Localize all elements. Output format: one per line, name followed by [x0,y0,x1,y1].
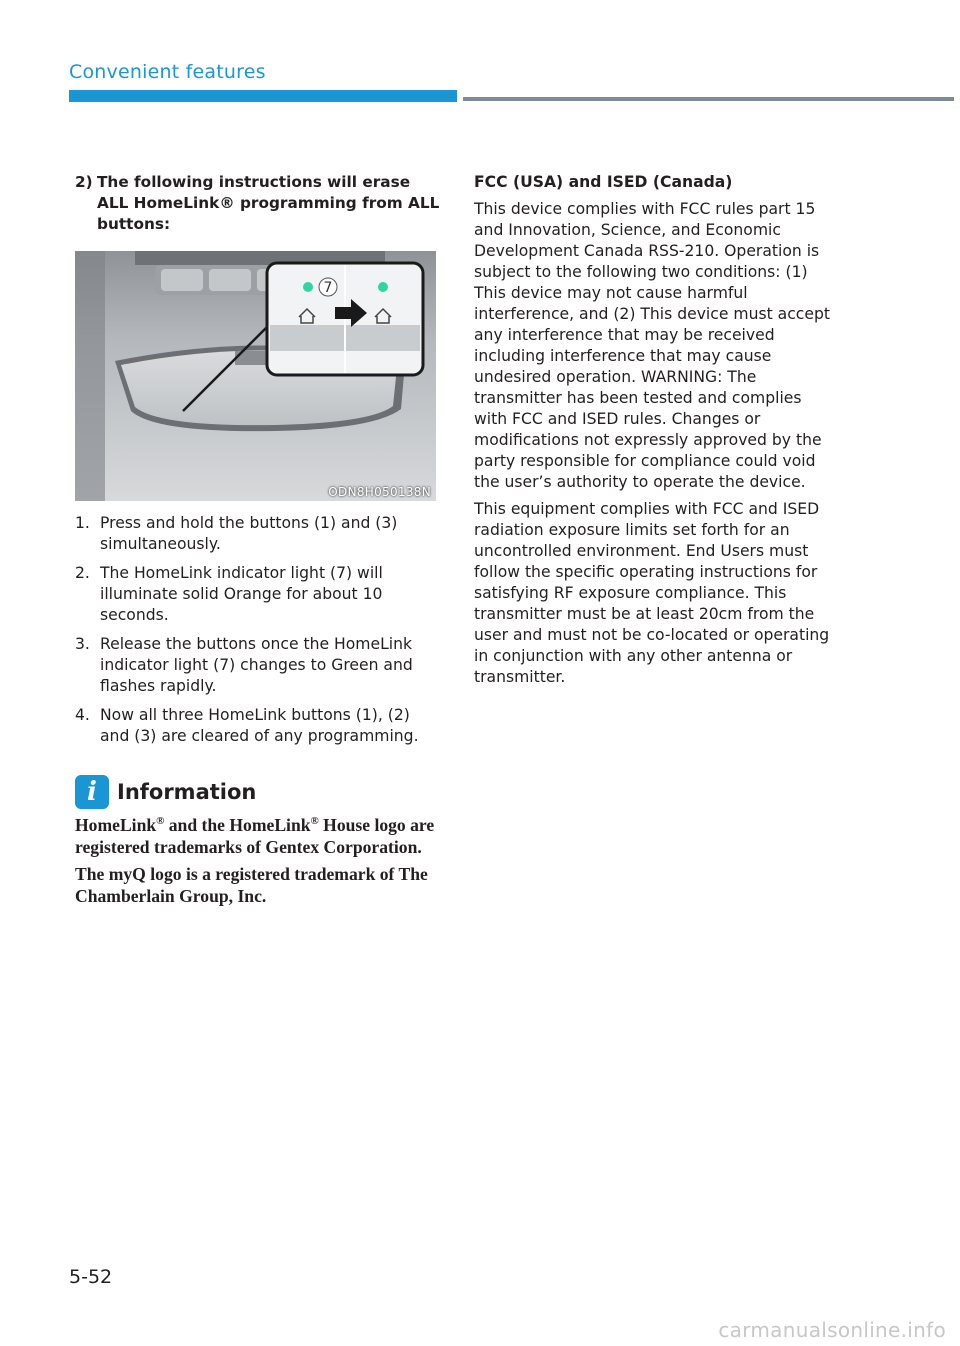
registered-mark: ® [310,815,319,828]
list-item [75,634,440,697]
header-rule-accent [69,90,457,102]
callout-number: 7 [323,280,333,296]
list-item-number: 3. [75,635,90,653]
list-item-text: The HomeLink indicator light (7) will illuminate solid Orange for about 10 seconds. [100,564,383,624]
list-item-number: 1. [75,514,90,532]
list-item [75,705,440,747]
footer-watermark[interactable]: carmanualsonline.info [718,1318,946,1342]
mirror-figure [75,251,436,501]
erase-steps-list [75,513,440,747]
header-rule-grey [463,97,954,101]
step-heading-number: 2) [75,173,93,191]
step-heading [75,172,440,235]
list-item-text: Press and hold the buttons (1) and (3) simultaneously. [100,514,398,553]
information-icon: i [75,775,109,809]
step-heading-text: The following instructions will erase ALL HomeLink® programming from ALL buttons: [97,173,440,233]
info-text-part: HomeLink [75,815,157,835]
mirror-illustration [75,251,436,501]
list-item-number: 4. [75,706,90,724]
fcc-paragraph: This device complies with FCC rules part 15 and Innovation, Science, and Economic Development Canada RSS-210. Operation is subject to the following two conditions: (1) This device may not cause harmful interference, and (2) This device must accept any interference that may be received including interference that may cause undesired operation. WARNING: The transmitter has been tested and complies with FCC and ISED rules. Changes or modifications not expressly approved by the party responsible for compliance could void the user’s authority to operate the device. [474,200,830,491]
left-column [75,172,440,913]
list-item [75,513,440,555]
fcc-paragraph: This equipment complies with FCC and ISED radiation exposure limits set forth for an uncontrolled environment. End Users must follow the specific operating instructions for satisfying RF exposure compliance. This transmitter must be at least 20cm from the user and must not be co-located or operating in conjunction with any other antenna or transmitter. [474,500,830,686]
page-number: 5-52 [69,1266,113,1288]
list-item [75,563,440,626]
list-item-text: Now all three HomeLink buttons (1), (2) and (3) are cleared of any programming. [100,706,419,745]
info-text-part: and the HomeLink [164,815,311,835]
info-text-part: House logo are registered trademarks of Gentex Corporation. [75,815,435,857]
fcc-heading: FCC (USA) and ISED (Canada) [474,173,733,191]
section-title: Convenient features [69,61,266,83]
information-paragraph: The myQ logo is a registered trademark of The Chamberlain Group, Inc. [75,864,428,906]
list-item-number: 2. [75,564,90,582]
information-paragraph [75,815,440,858]
information-title: Information [117,780,257,804]
information-header [75,775,440,809]
list-item-text: Release the buttons once the HomeLink indicator light (7) changes to Green and flashes rapidly. [100,635,413,695]
registered-mark: ® [156,815,165,828]
figure-code: ODN8H050138N [328,485,431,499]
right-column [474,172,836,694]
